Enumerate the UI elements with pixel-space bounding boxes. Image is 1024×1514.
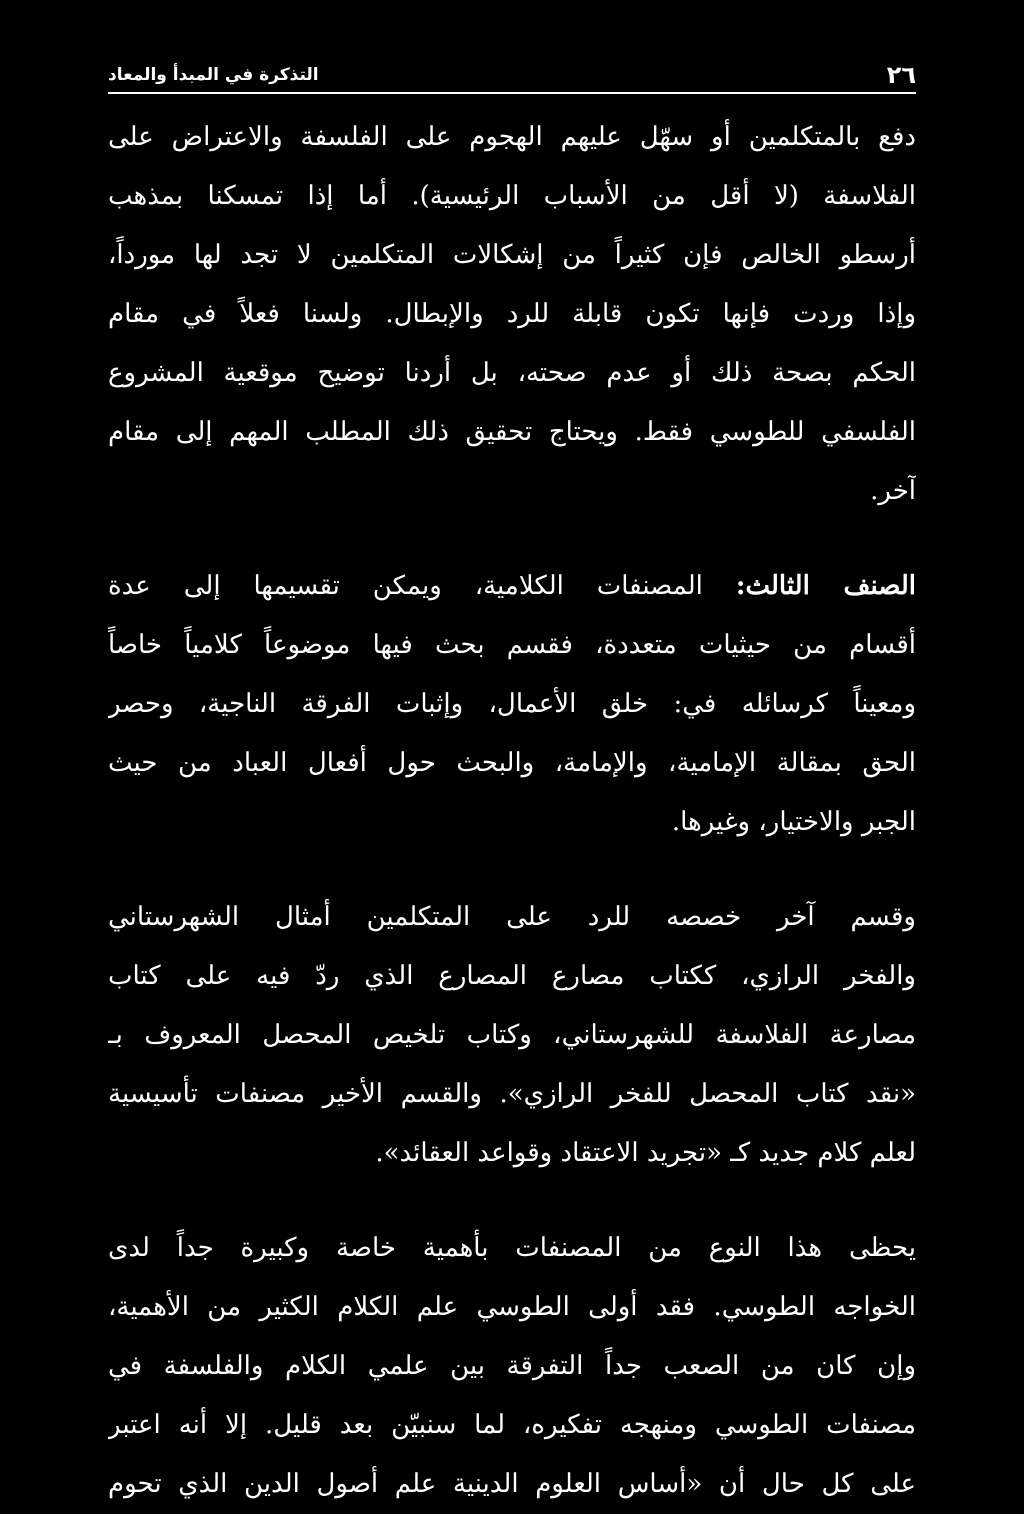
text-line: مصنفات الطوسي ومنهجه تفكيره، لما سنبيّن بعد قليل. إلا أنه اعتبر: [108, 1410, 916, 1440]
text-line: الفلاسفة (لا أقل من الأسباب الرئيسية). أما إذا تمسكنا بمذهب: [108, 181, 916, 211]
text-line: ومعيناً كرسائله في: خلق الأعمال، وإثبات الفرقة الناجية، وحصر: [108, 689, 916, 719]
text-line: الفلسفي للطوسي فقط. ويحتاج تحقيق ذلك المطلب المهم إلى مقام: [108, 417, 916, 447]
text-line: وإن كان من الصعب جداً التفرقة بين علمي الكلام والفلسفة في: [108, 1351, 916, 1381]
text-line: وإذا وردت فإنها تكون قابلة للرد والإبطال. ولسنا فعلاً في مقام: [108, 299, 916, 329]
page-number: ٢٦: [886, 61, 916, 89]
text-line: أقسام من حيثيات متعددة، فقسم بحث فيها موضوعاً كلامياً خاصاً: [108, 630, 916, 660]
paragraph-4: [108, 1219, 916, 1514]
text-line: والفخر الرازي، ككتاب مصارع المصارع الذي ردّ فيه على كتاب: [108, 961, 916, 991]
text-line: دفع بالمتكلمين أو سهّل عليهم الهجوم على الفلسفة والاعتراض على: [108, 122, 916, 152]
page-header: [108, 58, 916, 92]
text-line: لعلم كلام جديد كـ «تجريد الاعتقاد وقواعد العقائد».: [375, 1138, 916, 1168]
paragraph-2: [108, 557, 916, 852]
text-line: أرسطو الخالص فإن كثيراً من إشكالات المتكلمين لا تجد لها مورداً،: [108, 240, 916, 270]
text-line: «نقد كتاب المحصل للفخر الرازي». والقسم الأخير مصنفات تأسيسية: [108, 1079, 916, 1109]
text-run: المصنفات الكلامية، ويمكن تقسيمها إلى عدة: [108, 571, 736, 601]
section-lead: الصنف الثالث:: [735, 571, 916, 601]
header-divider: [108, 92, 916, 94]
text-line: الحق بمقالة الإمامية، والإمامة، والبحث حول أفعال العباد من حيث: [108, 748, 916, 778]
text-line: مصارعة الفلاسفة للشهرستاني، وكتاب تلخيص المحصل المعروف بـ: [108, 1020, 916, 1050]
paragraph-spacer: [108, 852, 916, 888]
text-line: الجبر والاختيار، وغيرها.: [671, 807, 916, 837]
paragraph-3: [108, 888, 916, 1183]
text-line: يحظى هذا النوع من المصنفات بأهمية خاصة وكبيرة جداً لدى: [108, 1233, 916, 1263]
paragraph-spacer: [108, 1183, 916, 1219]
text-line-with-heading: [108, 557, 916, 616]
running-title: التذكرة في المبدأ والمعاد: [108, 65, 319, 85]
text-line: الحكم بصحة ذلك أو عدم صحته، بل أردنا توضيح موقعية المشروع: [108, 358, 916, 388]
body-text: [108, 108, 916, 1514]
paragraph-spacer: [108, 521, 916, 557]
text-line: وقسم آخر خصصه للرد على المتكلمين أمثال الشهرستاني: [108, 902, 916, 932]
text-line: آخر.: [870, 476, 916, 506]
paragraph-1: [108, 108, 916, 521]
text-line: على كل حال أن «أساس العلوم الدينية علم أصول الدين الذي تحوم: [108, 1469, 916, 1499]
text-line: الخواجه الطوسي. فقد أولى الطوسي علم الكلام الكثير من الأهمية،: [108, 1292, 916, 1322]
